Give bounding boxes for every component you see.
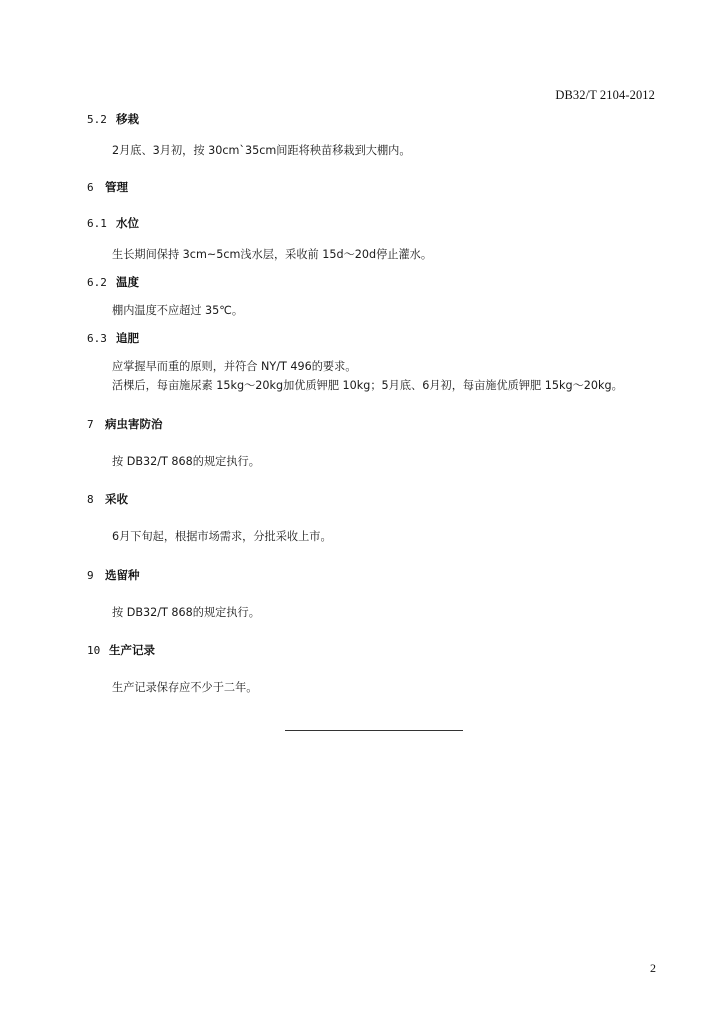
section-heading-8	[87, 491, 128, 507]
section-number: 5.2	[87, 113, 107, 126]
section-title: 病虫害防治	[105, 417, 163, 431]
paragraph: 6月下旬起，根据市场需求，分批采收上市。	[112, 530, 332, 543]
end-rule	[285, 730, 463, 731]
section-number: 6.3	[87, 332, 107, 345]
section-number: 9	[87, 569, 94, 582]
paragraph: 2月底、3月初，按 30cm`35cm间距将秧苗移栽到大棚内。	[112, 144, 411, 157]
section-number: 8	[87, 493, 94, 506]
section-title: 温度	[116, 275, 139, 289]
paragraph: 生长期间保持 3cm~5cm浅水层，采收前 15d～20d停止灌水。	[112, 248, 433, 261]
section-number: 10	[87, 644, 101, 657]
section-heading-7	[87, 416, 163, 432]
paragraph: 棚内温度不应超过 35℃。	[112, 304, 244, 317]
paragraph: 生产记录保存应不少于二年。	[112, 681, 258, 694]
section-title: 移栽	[116, 112, 139, 126]
section-title: 采收	[105, 492, 128, 506]
page-number: 2	[650, 961, 656, 975]
section-heading-6-3	[87, 330, 139, 346]
section-number: 6.2	[87, 276, 107, 289]
section-heading-9	[87, 567, 140, 583]
section-title: 管理	[105, 180, 128, 194]
section-title: 生产记录	[109, 643, 155, 657]
paragraph: 活棵后，每亩施尿素 15kg～20kg加优质钾肥 10kg；5月底、6月初，每亩施优质钾肥 15kg～20kg。	[112, 379, 623, 392]
section-heading-10	[87, 642, 155, 658]
section-heading-6-1	[87, 215, 139, 231]
section-title: 水位	[116, 216, 139, 230]
section-heading-6	[87, 179, 128, 195]
section-title: 选留种	[105, 568, 140, 582]
section-heading-5-2	[87, 111, 139, 127]
section-heading-6-2	[87, 274, 139, 290]
paragraph: 应掌握早而重的原则，并符合 NY/T 496的要求。	[112, 360, 357, 373]
paragraph: 按 DB32/T 868的规定执行。	[112, 606, 260, 619]
section-title: 追肥	[116, 331, 139, 345]
standard-code: DB32/T 2104-2012	[555, 88, 655, 102]
paragraph: 按 DB32/T 868的规定执行。	[112, 455, 260, 468]
section-number: 7	[87, 418, 94, 431]
section-number: 6.1	[87, 217, 107, 230]
section-number: 6	[87, 181, 94, 194]
